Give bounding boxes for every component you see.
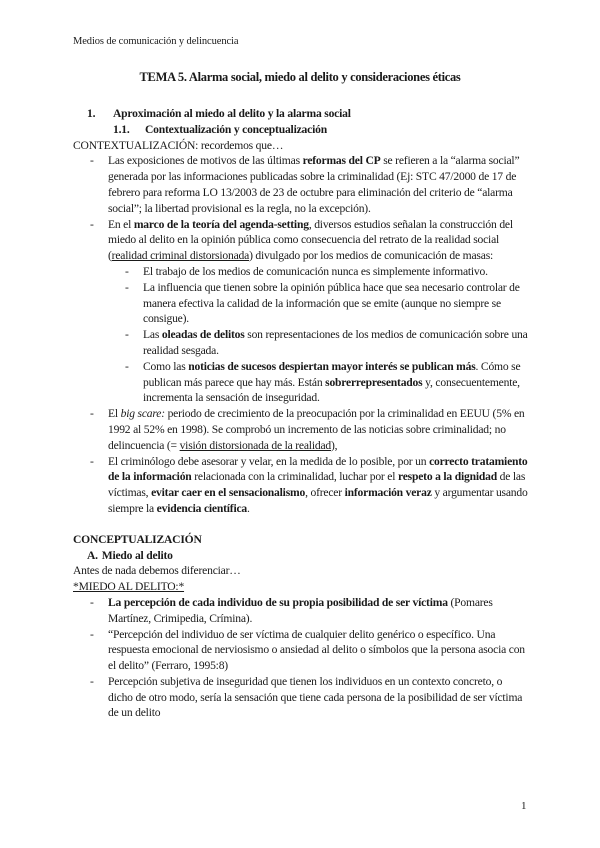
text-run: Las [143,328,162,342]
section-a-heading [73,548,529,564]
section-1-title: Aproximación al miedo al delito y la alarma social [113,107,351,120]
bold-run: correcto tratamiento de la información [108,454,528,484]
sublist-item [108,327,529,359]
text-run: . [247,501,250,515]
text-run: son representaciones de los medios de comunicación sobre una realidad sesgada. [143,328,528,357]
bold-run: información veraz [344,486,432,500]
text-run: de las víctimas, [108,470,526,500]
text-run: (Pomares Martínez, Crimipedia, Crímina). [108,595,493,625]
text-run: En el [108,217,134,231]
text-run: ) divulgado por los medios de comunicación de masas: [249,249,494,263]
list-item-criminologo [73,454,529,517]
text-run: y argumentar usando siempre la [108,486,528,515]
text-run: . Cómo se publican más parece que hay más. Están [143,359,521,389]
spacer [73,517,529,532]
underline-run: visión distorsionada de la realidad [179,438,331,452]
definitions-list [73,595,529,721]
conceptualizacion-heading: CONCEPTUALIZACIÓN [73,532,202,546]
bold-run: reformas del CP [302,154,381,168]
chapter-title: TEMA 5. Alarma social, miedo al delito y consideraciones éticas [139,70,461,84]
italic-run: big scare: [120,407,165,421]
context-intro: CONTEXTUALIZACIÓN: recordemos que… [73,138,284,152]
text-run: , diversos estudios señalan la construcción del miedo al delito en la opinión pública como consecuencia del retrato de la realidad social ( [108,217,513,263]
definition-item: - “Percepción del individuo de ser víctima de cualquier delito genérico o específico. Una respuesta emocional de nerviosismo o ansiedad al delito o símbolos que la persona asocia con el delito” (Ferraro, 1995:8) [73,627,529,674]
section-a-number: A. [87,548,98,562]
text-run: se refieren a la “alarma social” generada por las informaciones publicadas sobre la criminalidad (Ej: STC 47/2000 de 17 de febrero para reforma LO 13/2003 de 23 de octubre para eliminación del criterio de “alarma social”; la libertad provisional es la regla, no la excepción). [108,154,520,215]
definition-item [73,595,529,627]
list-item-big-scare [73,406,529,453]
text-run: ), [331,438,338,452]
agenda-sublist [108,264,529,406]
list-item-agenda-setting [73,217,529,407]
bold-run: oleadas de delitos [161,328,245,342]
underline-run: *MIEDO AL DELITO:* [73,580,185,594]
definition-item: - Percepción subjetiva de inseguridad que tienen los individuos en un contexto concreto, o dicho de otro modo, sería la sensación que tiene cada persona de la posibilidad de ser víctima de un delito [73,674,529,721]
bold-run: evitar caer en el sensacionalismo [151,486,306,500]
text-run: y, consecuentemente, incrementa la sensación de inseguridad. [143,375,520,405]
text-run: , ofrecer [305,486,345,500]
section-1-1-title: Contextualización y conceptualización [145,122,327,136]
text-run: Las exposiciones de motivos de las últimas [108,154,303,168]
bold-run: sobrerrepresentados [325,375,423,389]
text-run: relacionada con la criminalidad, luchar por el [191,470,398,484]
page-number: 1 [521,800,527,812]
sublist-item: - La influencia que tienen sobre la opinión pública hace que sea necesario controlar de manera efectiva la calidad de la información que se emite (aunque no siempre se consigue). [108,280,529,327]
bold-run: noticias de sucesos despiertan mayor interés se publican más [188,359,476,373]
sublist-item [108,359,529,406]
running-header: Medios de comunicación y delincuencia [73,36,239,47]
sublist-item: - El trabajo de los medios de comunicación nunca es simplemente informativo. [108,264,529,280]
underline-run: realidad criminal distorsionada [111,249,250,263]
context-list [73,153,529,516]
section-1-number: 1. [87,107,96,120]
text-run: Como las [143,359,189,373]
miedo-label [73,579,529,595]
section-1-heading [73,106,529,122]
bold-run: respeto a la dignidad [397,470,497,484]
document-body [73,106,529,721]
text-run: El criminólogo debe asesorar y velar, en la medida de lo posible, por un [108,454,430,468]
text-run: El [108,407,121,421]
list-item-reformas [73,153,529,216]
before-text: Antes de nada debemos diferenciar… [73,564,241,578]
bold-run: marco de la teoría del agenda-setting [133,217,309,231]
section-1-1-number: 1.1. [113,122,130,136]
bold-run: La percepción de cada individuo de su propia posibilidad de ser víctima [108,595,448,609]
section-a-title: Miedo al delito [101,548,173,562]
text-run: periodo de crecimiento de la preocupación por la criminalidad en EEUU (5% en 1992 al 52% en 1998). Se comprobó un incremento de las noticias sobre criminalidad; no delincuencia (= [108,407,525,452]
section-1-1-heading [73,122,529,138]
bold-run: evidencia científica [156,501,248,515]
